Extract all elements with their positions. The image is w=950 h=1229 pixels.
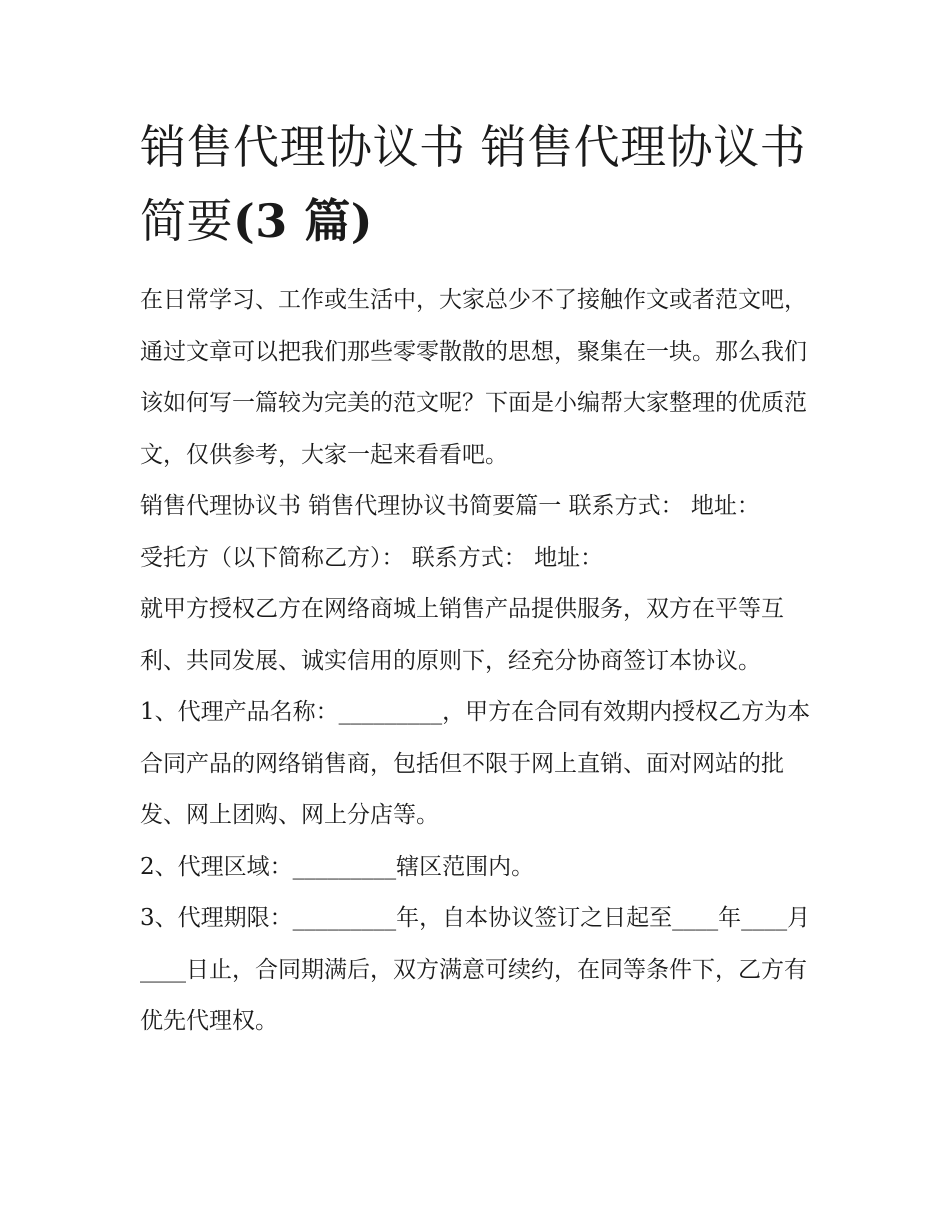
title-count: (3 篇): [233, 194, 374, 248]
agreement-preamble: 就甲方授权乙方在网络商城上销售产品提供服务，双方在平等互利、共同发展、诚实信用的原则下，经充分协商签订本协议。: [140, 596, 784, 674]
party-b-line: 受托方（以下简称乙方）： 联系方式： 地址：: [140, 544, 604, 571]
clause-1-product: 1、代理产品名称：_________，甲方在合同有效期内授权乙方为本合同产品的网络销售商，包括但不限于网上直销、面对网站的批发、网上团购、网上分店等。: [140, 699, 811, 828]
clause-3-term: 3、代理期限：_________年，自本协议签订之日起至____年____月____日止，合同期满后，双方满意可续约，在同等条件下，乙方有优先代理权。: [140, 905, 811, 1034]
clause-2-region: 2、代理区域：_________辖区范围内。: [140, 853, 535, 880]
intro-paragraph: 在日常学习、工作或生活中，大家总少不了接触作文或者范文吧，通过文章可以把我们那些零零散散的思想，聚集在一块。那么我们该如何写一篇较为完美的范文呢？下面是小编帮大家整理的优质范文，仅供参考，大家一起来看看吧。: [140, 287, 807, 468]
document-body: [140, 275, 820, 1048]
party-a-line: 销售代理协议书 销售代理协议书简要篇一 联系方式： 地址：: [140, 493, 760, 519]
document-title: 销售代理协议书 销售代理协议书简要(3 篇): [140, 120, 807, 248]
